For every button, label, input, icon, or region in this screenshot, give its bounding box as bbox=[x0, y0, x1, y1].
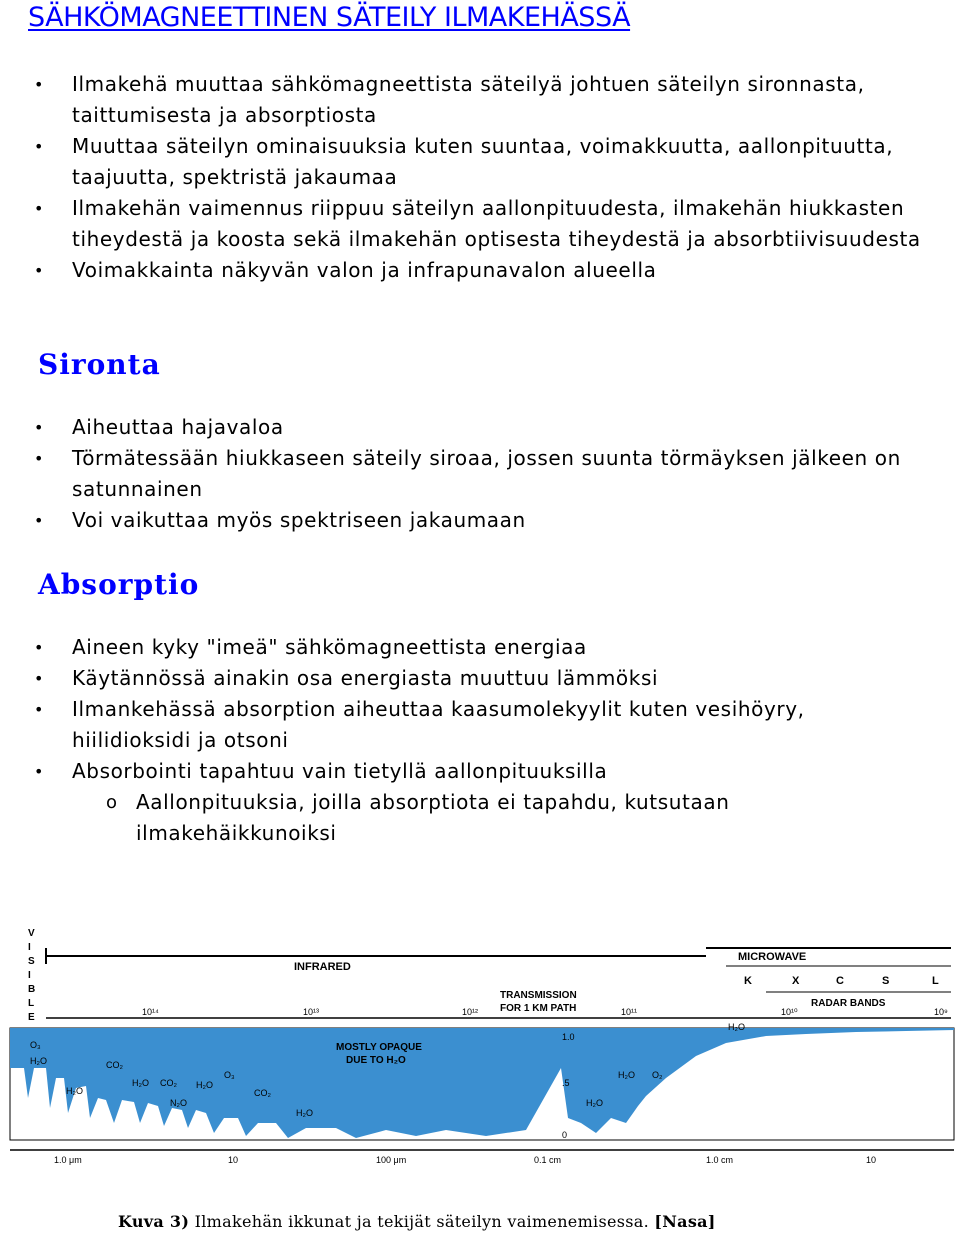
visible-letter: B bbox=[28, 984, 36, 995]
gas-label: H₂O bbox=[132, 1078, 149, 1088]
radar-bands-label: RADAR BANDS bbox=[811, 998, 886, 1009]
gas-label: O₂ bbox=[652, 1070, 663, 1080]
sub-list-item: o Aallonpituuksia, joilla absorptiota ei tapahdu, kutsutaan ilmakehäikkunoiksi bbox=[72, 787, 832, 849]
level-label: .5 bbox=[562, 1078, 570, 1088]
gas-label: H₂O bbox=[66, 1086, 83, 1096]
transmission-diagram bbox=[6, 918, 956, 1184]
atmospheric-window-figure bbox=[6, 918, 956, 1184]
wave-label: 1.0 μm bbox=[54, 1155, 82, 1165]
gas-label: N₂O bbox=[170, 1098, 187, 1108]
page-title: SÄHKÖMAGNEETTINEN SÄTEILY ILMAKEHÄSSÄ bbox=[28, 2, 631, 33]
gas-label: H₂O bbox=[618, 1070, 635, 1080]
transmission-label: FOR 1 KM PATH bbox=[500, 1003, 577, 1014]
wave-label: 100 μm bbox=[376, 1155, 407, 1165]
microwave-label: MICROWAVE bbox=[738, 951, 807, 963]
wave-label: 1.0 cm bbox=[706, 1155, 734, 1165]
gas-label: H₂O bbox=[30, 1056, 47, 1066]
wave-label: 0.1 cm bbox=[534, 1155, 562, 1165]
sironta-list bbox=[0, 412, 930, 536]
section-heading-absorptio: Absorptio bbox=[38, 568, 200, 601]
radar-letter: X bbox=[792, 975, 800, 987]
absorptio-list bbox=[0, 632, 930, 849]
caption-text: Ilmakehän ikkunat ja tekijät säteilyn vaimenemisessa. bbox=[189, 1212, 655, 1231]
level-label: 1.0 bbox=[562, 1032, 575, 1042]
gas-label: O₃ bbox=[224, 1070, 235, 1080]
gas-label: H₂O bbox=[728, 1022, 745, 1032]
figure-caption bbox=[118, 1212, 716, 1231]
gas-label: H₂O bbox=[586, 1098, 603, 1108]
transmission-area bbox=[10, 1022, 954, 1140]
visible-letter: I bbox=[28, 970, 31, 981]
caption-source: [Nasa] bbox=[654, 1212, 716, 1231]
level-label: 0 bbox=[562, 1130, 568, 1140]
list-item: • Käytännössä ainakin osa energiasta muuttuu lämmöksi bbox=[0, 663, 930, 694]
gas-label: CO₂ bbox=[160, 1078, 177, 1088]
freq-label: 10¹⁴ bbox=[142, 1007, 159, 1017]
radar-letter: K bbox=[744, 975, 752, 987]
visible-letter: S bbox=[28, 956, 35, 967]
list-item: • Ilmakehän vaimennus riippuu säteilyn aallonpituudesta, ilmakehän hiukkasten tiheydestä ja koosta sekä ilmakehän optisesta tiheydestä ja absorbtiivisuudesta bbox=[0, 193, 930, 255]
sub-list bbox=[72, 787, 832, 849]
opaque-label: MOSTLY OPAQUE bbox=[336, 1042, 422, 1053]
gas-label: O₃ bbox=[30, 1040, 41, 1050]
caption-label: Kuva 3) bbox=[118, 1212, 190, 1231]
list-item: • Aineen kyky "imeä" sähkömagneettista energiaa bbox=[0, 632, 930, 663]
transmission-label: TRANSMISSION bbox=[500, 990, 577, 1001]
infrared-label: INFRARED bbox=[294, 961, 351, 973]
gas-label: H₂O bbox=[296, 1108, 313, 1118]
list-item: • Ilmankehässä absorption aiheuttaa kaasumolekyylit kuten vesihöyry, hiilidioksidi ja otsoni bbox=[0, 694, 930, 756]
wave-label: 10 bbox=[866, 1155, 877, 1165]
freq-label: 10¹² bbox=[462, 1007, 479, 1017]
list-item: • Ilmakehä muuttaa sähkömagneettista säteilyä johtuen säteilyn sironnasta, taittumisesta ja absorptiosta bbox=[0, 69, 930, 131]
sub-list-wrapper bbox=[0, 787, 930, 849]
wave-label: 10 bbox=[228, 1155, 239, 1165]
radar-letter: C bbox=[836, 975, 844, 987]
gas-label: H₂O bbox=[196, 1080, 213, 1090]
list-item: • Aiheuttaa hajavaloa bbox=[0, 412, 930, 443]
list-item: • Muuttaa säteilyn ominaisuuksia kuten suuntaa, voimakkuutta, aallonpituutta, taajuutta, spektristä jakaumaa bbox=[0, 131, 930, 193]
radar-letter: S bbox=[882, 975, 890, 987]
freq-label: 10¹⁰ bbox=[781, 1007, 798, 1017]
list-item: • Voi vaikuttaa myös spektriseen jakaumaan bbox=[0, 505, 930, 536]
list-item: • Voimakkainta näkyvän valon ja infrapunavalon alueella bbox=[0, 255, 930, 286]
radar-letter: L bbox=[932, 975, 939, 987]
freq-label: 10¹¹ bbox=[621, 1007, 638, 1017]
freq-label: 10¹³ bbox=[303, 1007, 320, 1017]
visible-letter: E bbox=[28, 1012, 35, 1023]
visible-letter: L bbox=[28, 998, 35, 1009]
intro-list bbox=[0, 69, 930, 286]
section-heading-sironta: Sironta bbox=[38, 348, 161, 381]
gas-label: CO₂ bbox=[254, 1088, 271, 1098]
list-item: • Törmätessään hiukkaseen säteily siroaa, jossen suunta törmäyksen jälkeen on satunnainen bbox=[0, 443, 930, 505]
list-item: • Absorbointi tapahtuu vain tietyllä aallonpituuksilla bbox=[0, 756, 930, 787]
visible-letter: V bbox=[28, 928, 35, 939]
freq-label: 10⁹ bbox=[934, 1007, 948, 1017]
gas-label: CO₂ bbox=[106, 1060, 123, 1070]
visible-letter: I bbox=[28, 942, 31, 953]
opaque-label: DUE TO H₂O bbox=[346, 1055, 406, 1066]
